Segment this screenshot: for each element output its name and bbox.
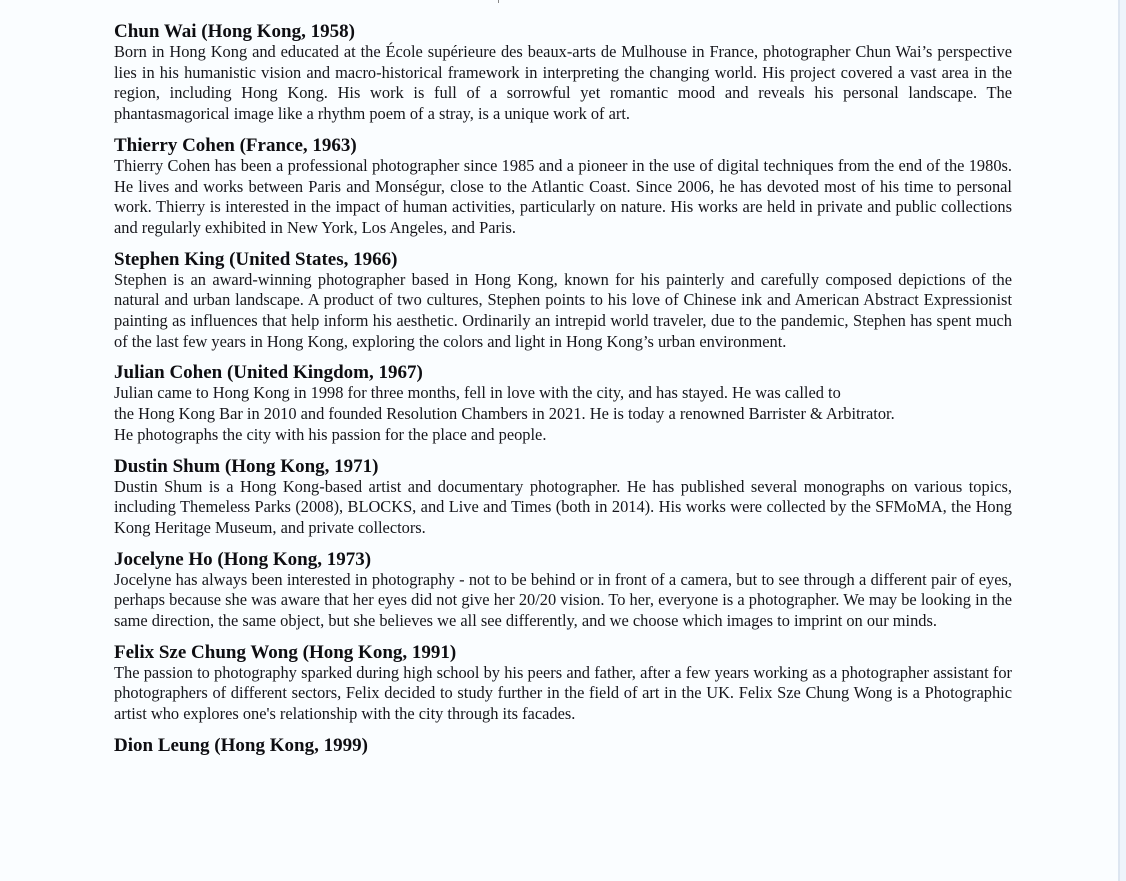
bio-name: Dion Leung (Hong Kong, 1999) xyxy=(114,734,368,756)
bio-name: Julian Cohen (United Kingdom, 1967) xyxy=(114,362,423,384)
bio-name: Felix Sze Chung Wong (Hong Kong, 1991) xyxy=(114,641,457,663)
bio-text: Born in Hong Kong and educated at the École supérieure des beaux-arts de Mulhouse in France, photographer Chun Wai’s perspective lies in his humanistic vision and macro-historical framework in interpreting the changing world. His project covered a vast area in the region, including Hong Kong. His work is full of a sorrowful yet romantic mood and reveals his personal landscape. The phantasmagorical image like a rhythm poem of a stray, is a unique work of art. xyxy=(114,42,1012,124)
bio-entry xyxy=(114,22,1012,125)
bio-name: Dustin Shum (Hong Kong, 1971) xyxy=(114,455,379,477)
bio-text: Dustin Shum is a Hong Kong-based artist and documentary photographer. He has published several monographs on various topics, including Themeless Parks (2008), BLOCKS, and Live and Times (both in 2014). His works were collected by the SFMoMA, the Hong Kong Heritage Museum, and private collectors. xyxy=(114,476,1012,537)
bio-text-line: the Hong Kong Bar in 2010 and founded Resolution Chambers in 2021. He is today a renowned Barrister & Arbitrator. xyxy=(114,404,895,424)
bio-name: Stephen King (United States, 1966) xyxy=(114,248,398,270)
bio-text: The passion to photography sparked during high school by his peers and father, after a few years working as a photographer assistant for photographers of different sectors, Felix decided to study further in the field of art in the UK. Felix Sze Chung Wong is a Photographic artist who explores one's relationship with the city through its facades. xyxy=(114,662,1012,724)
bio-text: Thierry Cohen has been a professional photographer since 1985 and a pioneer in the use of digital techniques from the end of the 1980s. He lives and works between Paris and Monségur, close to the Atlantic Coast. Since 2006, he has devoted most of his time to personal work. Thierry is interested in the impact of human activities, particularly on nature. His works are held in private and public collections and regularly exhibited in New York, Los Angeles, and Paris. xyxy=(114,155,1012,237)
bio-text: Jocelyne has always been interested in photography - not to be behind or in front of a camera, but to see through a different pair of eyes, perhaps because she was aware that her eyes did not give her 20/20 vision. To her, everyone is a photographer. We may be looking in the same direction, the same object, but she believes we all see differently, and we choose which images to imprint on our minds. xyxy=(114,569,1012,631)
bio-entry xyxy=(114,136,1012,239)
bio-entry xyxy=(114,250,1012,353)
page-top-mark xyxy=(498,0,499,3)
bio-text: Stephen is an award-winning photographer based in Hong Kong, known for his painterly and carefully composed depictions of the natural and urban landscape. A product of two cultures, Stephen points to his love of Chinese ink and American Abstract Expressionist painting as influences that help inform his aesthetic. Ordinarily an intrepid world traveler, due to the pandemic, Stephen has spent much of the last few years in Hong Kong, exploring the colors and light in Hong Kong’s urban environment. xyxy=(114,269,1012,351)
bio-name: Thierry Cohen (France, 1963) xyxy=(114,134,357,156)
bio-name: Chun Wai (Hong Kong, 1958) xyxy=(114,21,355,42)
photographer-bios xyxy=(114,22,1012,767)
bio-text-line: Julian came to Hong Kong in 1998 for three months, fell in love with the city, and has stayed. He was called to xyxy=(114,383,841,403)
bio-entry xyxy=(114,643,1012,725)
bio-text-line: He photographs the city with his passion for the place and people. xyxy=(114,424,547,444)
bio-text xyxy=(114,383,1012,445)
bio-entry xyxy=(114,363,1012,445)
bio-entry xyxy=(114,736,1012,756)
bio-entry xyxy=(114,550,1012,632)
bio-entry xyxy=(114,457,1012,539)
bio-name: Jocelyne Ho (Hong Kong, 1973) xyxy=(114,548,372,570)
